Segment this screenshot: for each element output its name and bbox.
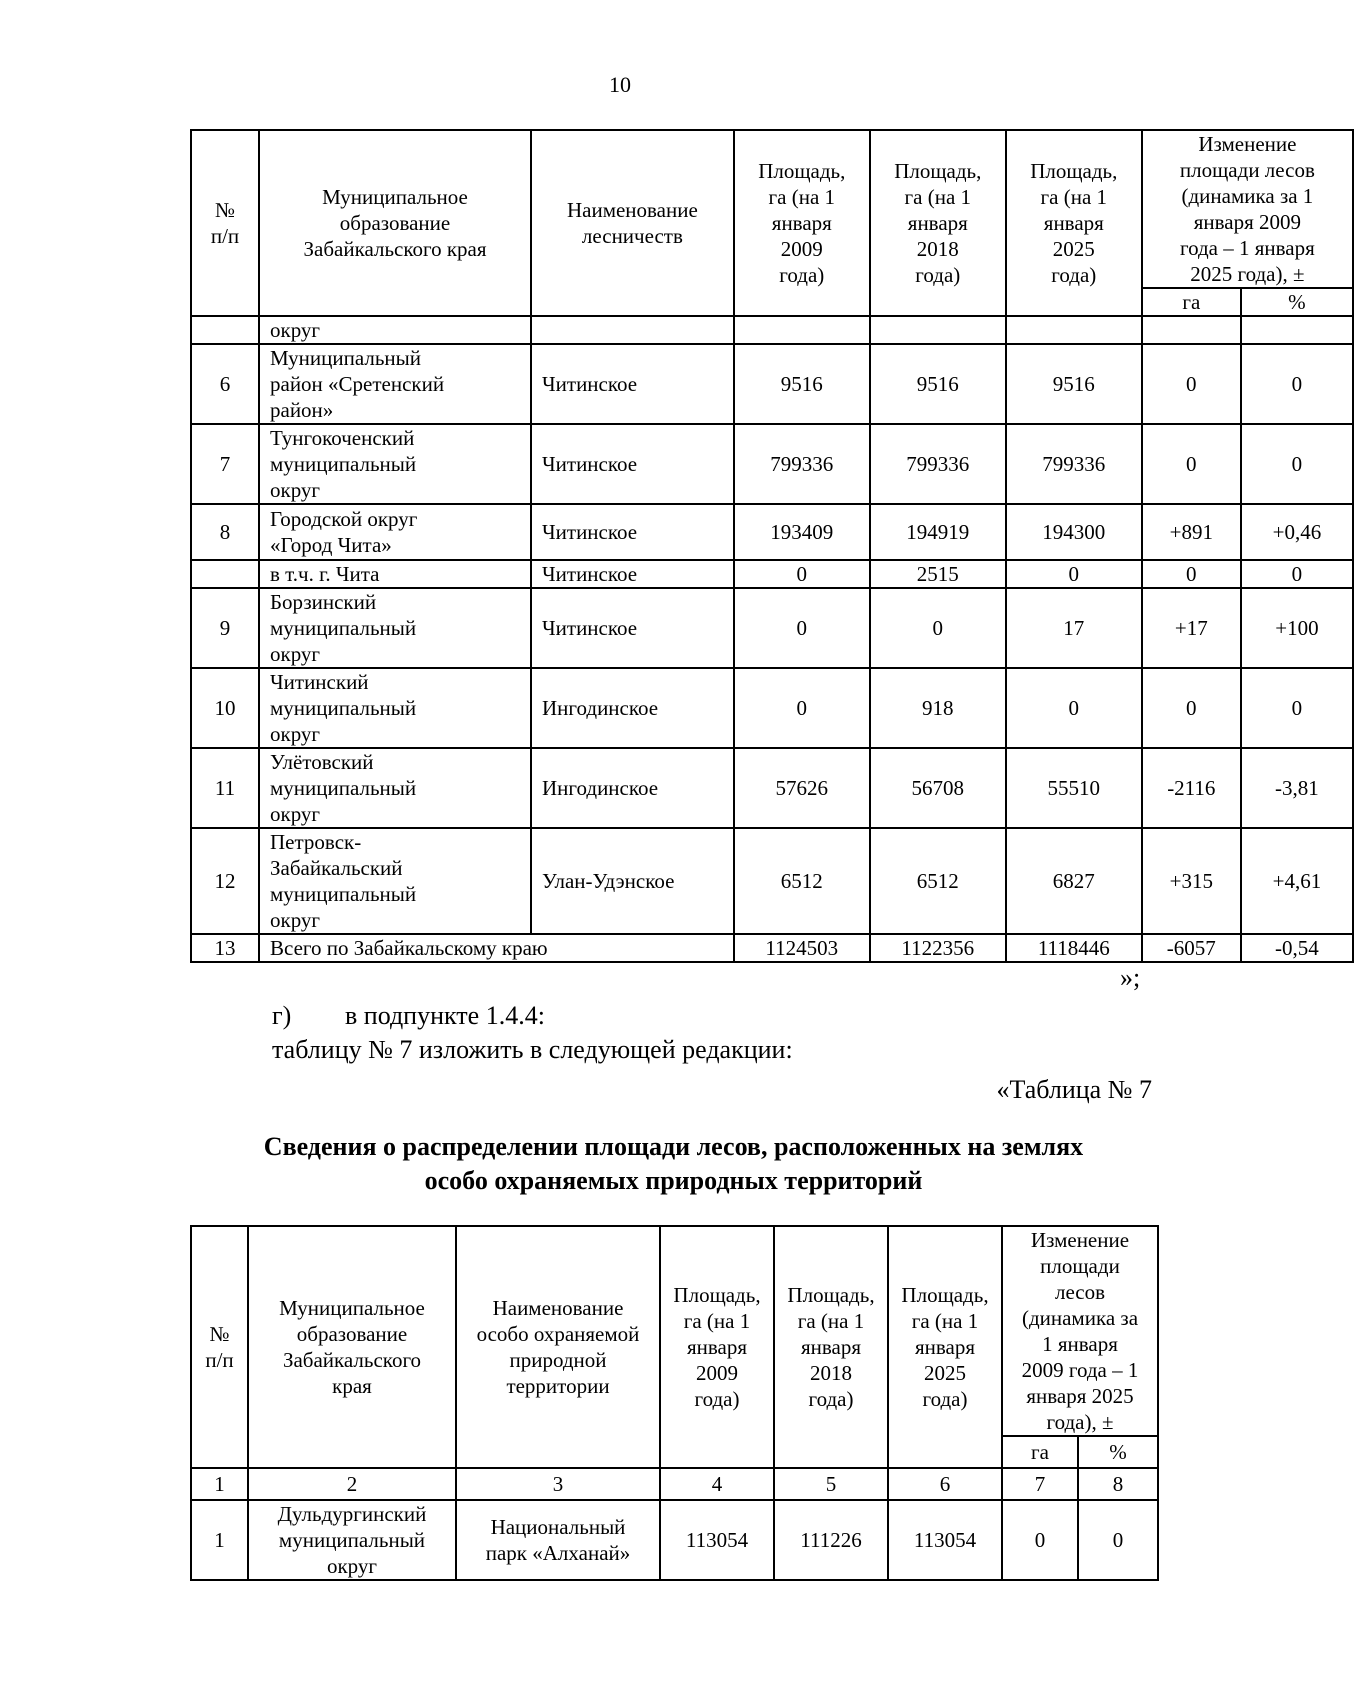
col-number: 3: [456, 1468, 660, 1500]
num-cell: 7: [191, 424, 259, 504]
header-municipality: Муниципальное образование Забайкальского края: [248, 1226, 456, 1468]
area-2018-cell: 0: [870, 588, 1006, 668]
forest-area-table: [190, 129, 1354, 963]
header-change: Изменение площади лесов (динамика за 1 января 2009 года – 1 января 2025 года), ±: [1142, 130, 1353, 288]
item-text: в подпункте 1.4.4:: [345, 1001, 545, 1030]
column-number-row: [191, 1468, 1158, 1500]
closing-quote: »;: [1120, 963, 1141, 992]
header-ha: га: [1002, 1436, 1078, 1468]
num-cell: [191, 560, 259, 588]
municipality-cell: Борзинский муниципальный округ: [259, 588, 531, 668]
change-pct-cell: +4,61: [1241, 828, 1353, 934]
area-2009-cell: 9516: [734, 344, 870, 424]
header-pct: %: [1241, 288, 1353, 316]
area-2018-cell: 799336: [870, 424, 1006, 504]
change-pct-cell: 0: [1241, 560, 1353, 588]
header-area-2009: Площадь, га (на 1 января 2009 года): [734, 130, 870, 316]
area-2025-cell: 55510: [1006, 748, 1142, 828]
col-number: 5: [774, 1468, 888, 1500]
header-area-2009: Площадь, га (на 1 января 2009 года): [660, 1226, 774, 1468]
section-title: Сведения о распределении площади лесов, расположенных на землях особо охраняемых природных территорий: [263, 1132, 1084, 1195]
header-change: Изменение площади лесов (динамика за 1 января 2009 года – 1 января 2025 года), ±: [1002, 1226, 1158, 1436]
area-2025-cell: 9516: [1006, 344, 1142, 424]
area-2025-cell: 17: [1006, 588, 1142, 668]
instruction-text: таблицу № 7 изложить в следующей редакции:: [272, 1035, 793, 1064]
table-row: [191, 424, 1353, 504]
col-number: 7: [1002, 1468, 1078, 1500]
num-cell: 10: [191, 668, 259, 748]
municipality-cell: Городской округ «Город Чита»: [259, 504, 531, 560]
municipality-cell: Муниципальный район «Сретенский район»: [259, 344, 531, 424]
change-pct-cell: 0: [1241, 344, 1353, 424]
change-ha-cell: -6057: [1142, 934, 1241, 962]
area-2009-cell: 799336: [734, 424, 870, 504]
num-cell: 13: [191, 934, 259, 962]
change-ha-cell: 0: [1142, 344, 1241, 424]
forestry-cell: Читинское: [531, 560, 734, 588]
area-2025-cell: 0: [1006, 668, 1142, 748]
num-cell: 9: [191, 588, 259, 668]
forestry-cell: Читинское: [531, 424, 734, 504]
change-ha-cell: 0: [1002, 1500, 1078, 1580]
table-label: «Таблица № 7: [996, 1075, 1152, 1104]
change-pct-cell: +0,46: [1241, 504, 1353, 560]
header-pct: %: [1078, 1436, 1158, 1468]
total-label: Всего по Забайкальскому краю: [259, 934, 734, 962]
table-row: [191, 504, 1353, 560]
area-2018-cell: 918: [870, 668, 1006, 748]
col-number: 6: [888, 1468, 1002, 1500]
municipality-cell: Читинский муниципальный округ: [259, 668, 531, 748]
change-ha-cell: +17: [1142, 588, 1241, 668]
area-2018-cell: 56708: [870, 748, 1006, 828]
header-territory: Наименование особо охраняемой природной территории: [456, 1226, 660, 1468]
area-2009-cell: 0: [734, 588, 870, 668]
area-2009-cell: 6512: [734, 828, 870, 934]
change-pct-cell: 0: [1241, 668, 1353, 748]
area-2025-cell: 1118446: [1006, 934, 1142, 962]
header-area-2025: Площадь, га (на 1 января 2025 года): [888, 1226, 1002, 1468]
forestry-cell: Читинское: [531, 344, 734, 424]
item-letter: г): [272, 1001, 292, 1030]
change-ha-cell: +891: [1142, 504, 1241, 560]
area-2018-cell: 1122356: [870, 934, 1006, 962]
col-number: 2: [248, 1468, 456, 1500]
forestry-cell: Читинское: [531, 588, 734, 668]
municipality-cell: Улётовский муниципальный округ: [259, 748, 531, 828]
num-cell: 8: [191, 504, 259, 560]
area-2009-cell: 193409: [734, 504, 870, 560]
forestry-cell: Улан-Удэнское: [531, 828, 734, 934]
area-2025-cell: 113054: [888, 1500, 1002, 1580]
area-2009-cell: 113054: [660, 1500, 774, 1580]
forestry-cell: Читинское: [531, 504, 734, 560]
area-2009-cell: 1124503: [734, 934, 870, 962]
table-row: [191, 1500, 1158, 1580]
table-header-row: [191, 1226, 1158, 1436]
area-2025-cell: 6827: [1006, 828, 1142, 934]
protected-areas-table: [190, 1225, 1159, 1581]
change-pct-cell: 0: [1078, 1500, 1158, 1580]
change-ha-cell: 0: [1142, 668, 1241, 748]
header-municipality: Муниципальное образование Забайкальского края: [259, 130, 531, 316]
area-2025-cell: 0: [1006, 560, 1142, 588]
table-row: [191, 344, 1353, 424]
num-cell: 6: [191, 344, 259, 424]
header-area-2018: Площадь, га (на 1 января 2018 года): [774, 1226, 888, 1468]
table-header-row: [191, 130, 1353, 288]
municipality-cell: Тунгокоченский муниципальный округ: [259, 424, 531, 504]
area-2009-cell: 57626: [734, 748, 870, 828]
col-number: 4: [660, 1468, 774, 1500]
area-2025-cell: 799336: [1006, 424, 1142, 504]
table-row: [191, 560, 1353, 588]
num-cell: 11: [191, 748, 259, 828]
municipality-cell: Дульдургинский муниципальный округ: [248, 1500, 456, 1580]
change-ha-cell: -2116: [1142, 748, 1241, 828]
table-row: [191, 668, 1353, 748]
area-2018-cell: 2515: [870, 560, 1006, 588]
change-pct-cell: +100: [1241, 588, 1353, 668]
area-2018-cell: 6512: [870, 828, 1006, 934]
area-2009-cell: 0: [734, 560, 870, 588]
table-row: [191, 316, 1353, 344]
municipality-cell: Петровск- Забайкальский муниципальный округ: [259, 828, 531, 934]
header-ha: га: [1142, 288, 1241, 316]
page-number: 10: [609, 72, 631, 97]
change-pct-cell: -3,81: [1241, 748, 1353, 828]
change-pct-cell: 0: [1241, 424, 1353, 504]
area-2025-cell: 194300: [1006, 504, 1142, 560]
num-cell: 1: [191, 1500, 248, 1580]
col-number: 1: [191, 1468, 248, 1500]
municipality-cell: округ: [259, 316, 531, 344]
change-ha-cell: 0: [1142, 560, 1241, 588]
header-area-2025: Площадь, га (на 1 января 2025 года): [1006, 130, 1142, 316]
table-row: [191, 748, 1353, 828]
municipality-cell: в т.ч. г. Чита: [259, 560, 531, 588]
header-area-2018: Площадь, га (на 1 января 2018 года): [870, 130, 1006, 316]
area-2009-cell: 0: [734, 668, 870, 748]
table-total-row: [191, 934, 1353, 962]
table-row: [191, 828, 1353, 934]
area-2018-cell: 111226: [774, 1500, 888, 1580]
header-num: № п/п: [191, 1226, 248, 1468]
change-pct-cell: -0,54: [1241, 934, 1353, 962]
forestry-cell: Ингодинское: [531, 748, 734, 828]
table-row: [191, 588, 1353, 668]
num-cell: 12: [191, 828, 259, 934]
area-2018-cell: 9516: [870, 344, 1006, 424]
col-number: 8: [1078, 1468, 1158, 1500]
header-num: № п/п: [191, 130, 259, 316]
change-ha-cell: +315: [1142, 828, 1241, 934]
territory-cell: Национальный парк «Алханай»: [456, 1500, 660, 1580]
forestry-cell: Ингодинское: [531, 668, 734, 748]
area-2018-cell: 194919: [870, 504, 1006, 560]
change-ha-cell: 0: [1142, 424, 1241, 504]
header-forestry: Наименование лесничеств: [531, 130, 734, 316]
